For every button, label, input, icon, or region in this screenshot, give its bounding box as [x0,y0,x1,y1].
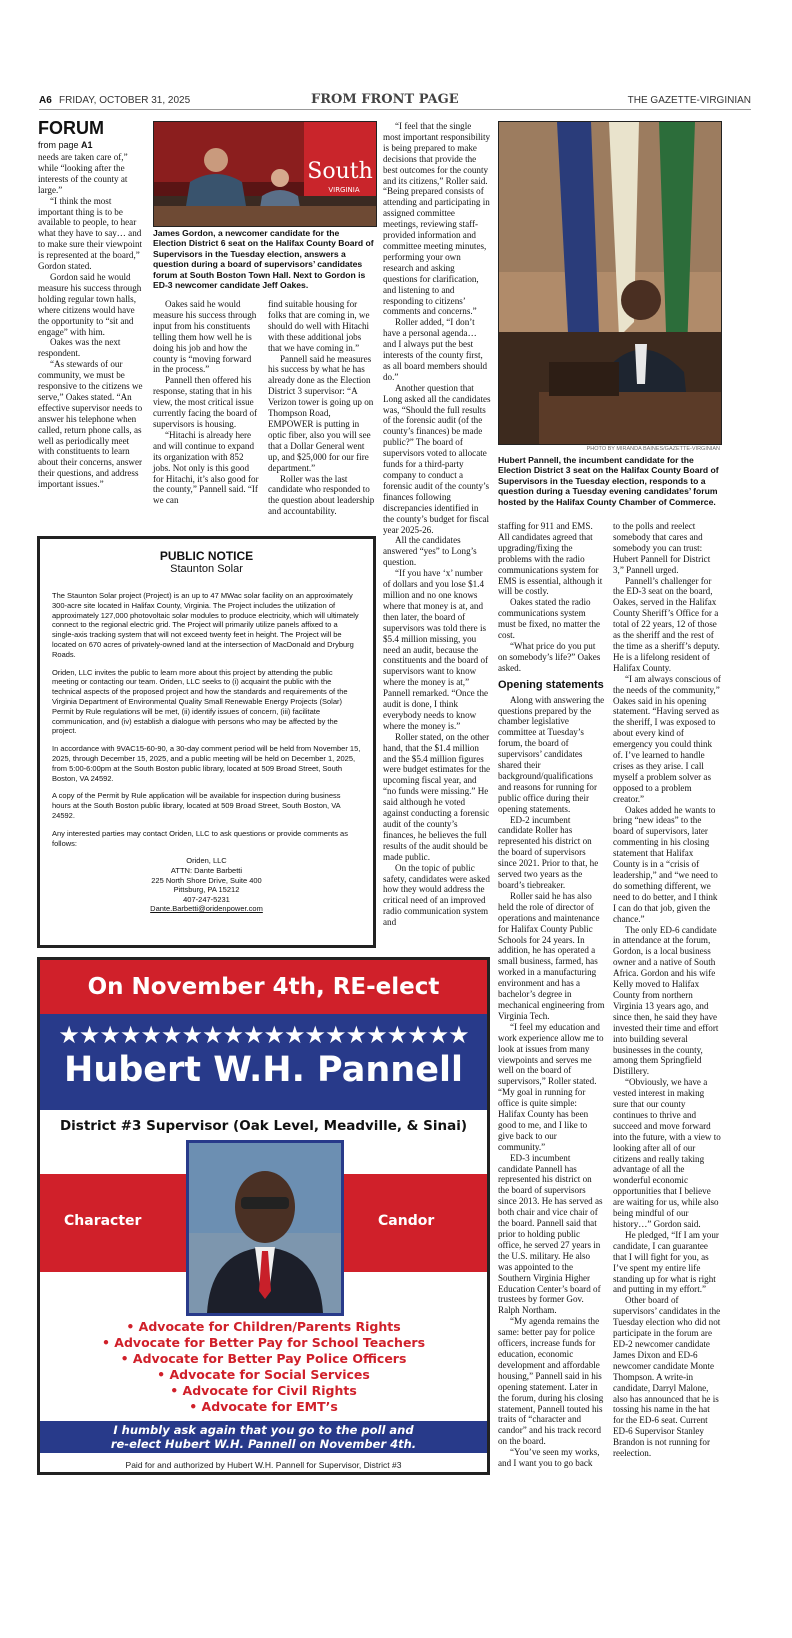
page-number: A6 [39,95,52,106]
ad-bullet: • Advocate for Better Pay Police Officers [120,1351,407,1366]
paragraph: All the candidates answered “yes” to Long’s question. [383,535,477,568]
jump-line: from page A1 [38,140,93,150]
ad-appeal [40,1421,487,1453]
notice-paragraph: The Staunton Solar project (Project) is an up to 47 MWac solar facility on an approximately 300-acre site located in Halifax County, Virginia. The Project includes the utilization of approximately 127,000 photovoltaic solar modules to produce electricity, which will ultimately connect to the regional electric grid. The Project will primarily utilize panels affixed to a single-axis tracking system that will not exceed twenty feet in height. The Project will be located on 670 acres of privately-owned land at the intersection of MacDonald and Dryburg Roads. [52,591,359,659]
article-column-3 [268,299,375,517]
photo-illustration [499,122,721,444]
paragraph: Roller said he has also held the role of director of operations and maintenance for Halifax County Public Schools for 24 years. In addition, he has operated a small business, farmed, has worked in a manufacturing environment and has a bachelor’s degree in mechanical engineering from Virginia Tech. [498,890,605,1021]
address-line: 225 North Shore Drive, Suite 400 [151,875,262,885]
paragraph: Roller stated, on the other hand, that the $1.4 million and the $5.4 million figures were budget estimates for the upcoming fiscal year, and “no funds were missing.” He said although he voted against conducting a forensic audit of the county’s finances, he believes the full results of the audit should be made public. [383,731,491,862]
paragraph: ED-2 incumbent candidate Roller has represented his district on the board of supervisors since 2021. Prior to that, he served two years as the board’s tiebreaker. [498,814,599,890]
notice-body [52,591,361,848]
ad-bullet: • Advocate for EMT’s [189,1399,338,1414]
ad-bullet: • Advocate for Social Services [157,1367,370,1382]
portrait-row [40,1140,487,1318]
address-line: Oriden, LLC [186,856,227,866]
notice-email-link[interactable]: Dante.Barbetti@oridenpower.com [150,904,263,914]
jump-page: A1 [81,140,93,150]
paragraph: needs are taken care of,” while “looking after the interests of the county at large.” [38,152,128,195]
notice-paragraph: Oriden, LLC invites the public to learn more about this project by attending the public meeting or contacting our team. Oriden, LLC seeks to (i) acquaint the public with the technical aspects of the proposed project and how the standards and requirements of the Virginia Department of Environmental Quality Small Renewable Energy Projects (Solar) Permit by Rule regulations will be met, (ii) identify issues of concern, (iii) facilitate communication, and (iv) establish a dialogue with persons who may be affected by the project. [52,667,348,736]
sign-subtext: VIRGINIA [328,186,360,194]
ad-bullet: • Advocate for Children/Parents Rights [126,1319,401,1334]
paid-for-disclaimer: Paid for and authorized by Hubert W.H. Pannell for Supervisor, District #3 [125,1460,402,1470]
paragraph: “I feel my education and work experience allow me to look at issues from many viewpoints and serves me well on the board of supervisors,” Roller stated. “My goal in running for office is quite simple: Halifax County has been good to me, and I like to give back to our community.” [498,1021,604,1152]
address-line: 407-247-5231 [183,894,230,904]
page-header [39,92,751,110]
article-column-5 [498,521,605,1469]
appeal-line-1: I humbly ask again that you go to the poll and [113,1423,414,1437]
ad-trait-right: Candor [378,1213,435,1229]
paragraph: On the topic of public safety, candidates were asked how they would address the critical need of an improved radio communication system and [383,862,490,928]
ad-bullet-list [40,1319,487,1415]
paragraph: find suitable housing for folks that are coming in, we should do well with Hitachi with these additional jobs that we have coming in.” [268,299,370,353]
paragraph: “I feel that the single most important responsibility is being prepared to make decisions that provide the best outcomes for the county and its citizens,” Roller said. “Being prepared consists of attending and participating in assigned committee meetings, reviewing staff-provided information and committee meeting minutes, performing your own research and asking questions for clarification, and listening to and responding to citizens’ comments and concerns.” [383,121,491,317]
stars-row: ★★★★★★★★★★★★★★★★★★★★ [58,1021,469,1049]
ad-name-banner [40,1014,487,1110]
paragraph: “You’ve seen my works, and I want you to go back [498,1447,600,1469]
paragraph: “As stewards of our community, we must be responsive to the citizens we serve,” Oakes stated. “An effective supervisor needs to answer his telephone when called, return phone calls, as well as periodically meet with constituents to learn about their concerns, answer their questions, and address important issues.” [38,359,143,490]
paragraph: Oakes stated the radio communications system must be fixed, no matter the cost. [498,597,601,641]
photo-credit: PHOTO BY MIRANDA BAINES/GAZETTE-VIRGINIAN [586,446,720,452]
notice-paragraph: In accordance with 9VAC15-60-90, a 30-day comment period will be held from November 15, 2025, through December 15, 2025, and a public meeting will be held on December 1, 2025, from 5:00-6:00pm at the South Boston public library, located at 509 Broad Street, South Boston, VA 24592. [52,744,361,783]
notice-title: PUBLIC NOTICE [159,549,254,563]
ad-bullet: • Advocate for Better Pay for School Teachers [101,1335,426,1350]
notice-paragraph: Any interested parties may contact Oriden, LLC to ask questions or provide comments as follows: [52,828,348,848]
article-column-6 [613,521,721,1459]
photo-caption-1: James Gordon, a newcomer candidate for the Election District 6 seat on the Halifax County Board of Supervisors in the Tuesday election, answers a question during a board of supervisors’ candidates forum at South Boston Town Hall. Next to Gordon is ED-3 newcomer candidate Jeff Oakes. [153,228,374,291]
article-column-2 [153,299,259,506]
article-column-4 [383,121,491,928]
address-line: ATTN: Dante Barbetti [170,865,243,875]
paragraph: Gordon said he would measure his success through holding regular town halls, where citizens would have the opportunity to “sit and engage” with him. [38,271,142,337]
address-line: Pittsburg, PA 15212 [173,885,240,895]
forum-photo-gordon-oakes [153,121,377,227]
paragraph: Other board of supervisors’ candidates in the Tuesday election who did not participate in the forum are ED-2 newcomer candidate James Dixon and ED-6 newcomer candidate Monte Thompson. A write-in candidate, Darryl Malone, also has announced that he is tossing his name in the hat for the ED-6 seat. Current ED-6 Supervisor Stanley Brandon is not running for reelection. [613,1295,721,1459]
notice-subtitle: Staunton Solar [170,563,243,575]
subhead: Opening statements [498,678,604,691]
appeal-line-2: re-elect Hubert W.H. Pannell on November 4th. [110,1437,417,1451]
public-notice-box [37,536,376,948]
paragraph: Pannell said he measures his success by what he has already done as the Election District 3 supervisor: “A Verizon tower is going up on Thompson Road, EMPOWER is putting in optic fiber, also you will see that a Dollar General went up, and $25,000 for our fire department.” [268,353,374,473]
newspaper-name: THE GAZETTE-VIRGINIAN [627,95,751,106]
portrait-illustration [189,1143,341,1313]
forum-photo-pannell [498,121,722,445]
paragraph: “I am always conscious of the needs of the community,” Oakes said in his opening statement. “Having served as the sheriff, I was exposed to about every kind of emergency you could think of. I’ve learned to handle crises as they arise. I call myself a problem solver as opposed to a problem creator.” [613,673,721,804]
candidate-portrait [186,1140,344,1316]
sign-text: South [307,159,373,184]
notice-address [52,856,361,904]
district-line: District #3 Supervisor (Oak Level, Meadville, & Sinai) [59,1118,468,1134]
paragraph: to the polls and reelect somebody that cares and somebody you can trust: Hubert Pannell for District 3,” Pannell urged. [613,521,711,575]
photo-illustration [154,122,376,226]
paragraph: Oakes was the next respondent. [38,337,121,359]
campaign-ad [37,957,490,1475]
paragraph: Pannell’s challenger for the ED-3 seat on the board, Oakes, served in the Halifax County Sheriff’s Office for a total of 22 years, 12 of those as the sheriff and the rest of the time as a sheriff’s deputy. He is a lifelong resident of Halifax County. [613,575,720,673]
ad-bullet: • Advocate for Civil Rights [170,1383,357,1398]
paragraph: The only ED-6 candidate in attendance at the forum, Gordon, is a local business owner and a native of South Africa. Gordon and his wife Kelly moved to Halifax County from northern Virginia 13 years ago, and since then, he said they have invested their time and effort into building several businesses in the county, among them Springfield Distillery. [613,924,719,1077]
candidate-name: Hubert W.H. Pannell [64,1050,463,1090]
issue-date: FRIDAY, OCTOBER 31, 2025 [59,95,191,106]
paragraph: “My agenda remains the same: better pay for police officers, increase funds for education, economic development and affordable housing,” Pannell said in his opening statement. Later in the forum, during his closing statement, Pannell touted his traits of “character and candor” and his track record on the board. [498,1316,604,1447]
article-kicker: FORUM [38,118,104,138]
paragraph: “I think the most important thing is to be available to people, to hear what they have to say… and to make sure their viewpoint is represented at the board,” Gordon stated. [38,195,143,272]
paragraph: Pannell then offered his response, stating that in his view, the most critical issue currently facing the board of supervisors is housing. [153,375,258,429]
paragraph: Oakes said he would measure his success through input from his constituents telling them how well he is doing his job and how the county is “moving forward in the process.” [153,299,257,375]
paragraph: Roller was the last candidate who responded to the question about leadership and accountability. [268,473,375,517]
paragraph: ED-3 incumbent candidate Pannell has represented his district on the board of supervisors since 2013. He has served as both chair and vice chair of the board. Pannell said that prior to holding public office, he served 27 years in the U.S. military. He also was appointed to the Southern Virginia Higher Education Center’s board of trustees by former Gov. Ralph Northam. [498,1152,603,1316]
ad-headline: On November 4th, RE-elect [40,960,487,1014]
paragraph: Another question that Long asked all the candidates was, “Should the full results of the forensic audit (of the county’s finances) be made public?” The board of supervisors voted to allocate funds for a third-party company to conduct a forensic audit of the county’s finances following discrepancies identified in the county’s budget for fiscal year 2025-26. [383,382,491,535]
section-title: FROM FRONT PAGE [311,92,459,107]
paragraph: staffing for 911 and EMS. All candidates agreed that upgrading/fixing the problems with the radio communications system for EMS is essential, although it will be costly. [498,521,603,597]
paragraph: “Obviously, we have a vested interest in making sure that our county continues to thrive and succeed and move forward into the future, with a view to looking after all of our citizens and really taking advantage of all the wonderful economic opportunities that I believe are waiting for us, while also being mindful of our history…” Gordon said. [613,1077,721,1229]
paragraph: He pledged, “If I am your candidate, I can guarantee that I will fight for you, as I’ve spent my entire life standing up for what is right and putting in my effort.” [613,1229,719,1295]
paragraph: Oakes added he wants to bring “new ideas” to the board of supervisors, later commenting in his closing statement that Halifax County is in a “crisis of leadership,” and “we need to do something different, we need to do better, and I think I can do that job, given the chance.” [613,804,718,924]
ad-trait-left: Character [64,1213,142,1229]
article-column-1 [38,152,146,490]
notice-paragraph: A copy of the Permit by Rule application will be available for inspection during business hours at the South Boston public library, located at 509 Broad Street, South Boston, VA 24592. [52,791,341,820]
photo-caption-2: Hubert Pannell, the incumbent candidate for the Election District 3 seat on the Halifax County Board of Supervisors in the Tuesday election, responds to a question during a Tuesday evening candidates’ forum hosted by the Halifax County Chamber of Commerce. [498,455,719,507]
paragraph: “If you have ‘x’ number of dollars and you lose $1.4 million and no one knows where that money is at, and then later, the board of supervisors was told there is $5.4 million missing, you need an audit, because the constituents and the board of supervisors want to know where the money is at,” Pannell remarked. “Once the audit is done, I think everybody needs to know where the money is.” [383,568,489,731]
paragraph: “What price do you put on somebody’s life?” Oakes asked. [498,640,601,673]
paragraph: Roller added, “I don’t have a personal agenda… and I always put the best interests of the county first, as all board members should do.” [383,317,488,382]
paragraph: Along with answering the questions prepared by the chamber legislative committee at Tuesday’s forum, the board of supervisors’ candidates shared their background/qualifications and reasons for running for public office during their opening statements. [498,694,605,814]
paragraph: “Hitachi is already here and will continue to expand its organization with 852 jobs. Not only is this good for Hitachi, it’s also good for the county,” Pannell said. “If we can [153,429,259,506]
